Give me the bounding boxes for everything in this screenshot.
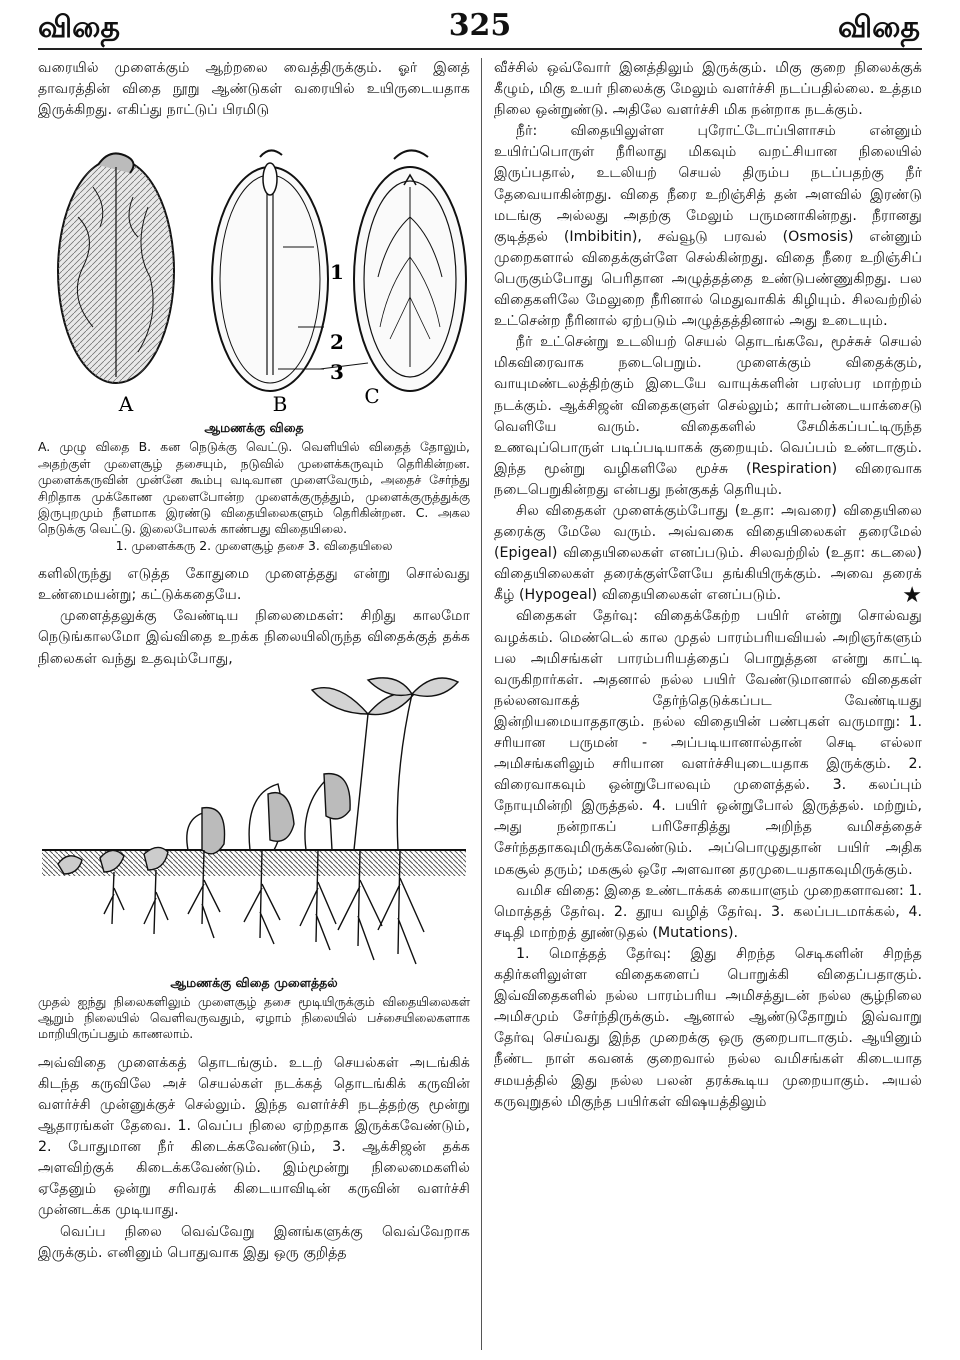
seed-whole-drawing xyxy=(58,154,174,384)
left-paragraph-2: முளைத்தலுக்கு வேண்டிய நிலைமைகள்: சிறிது காலமோ நெடுங்காலமோ இவ்விதை உறக்க நிலையிலிருந்த விதைக்குத் தக்க நிலைகள் வந்து உதவும்போது, xyxy=(38,608,470,667)
castor-seed-figure xyxy=(38,127,470,417)
page-header-right: விதை xyxy=(837,10,920,45)
right-paragraph-6: வமிச விதை: இதை உண்டாக்கக் கையாளும் முறைகளாவன: 1. மொத்தத் தேர்வு. 2. தூய வழித் தேர்வு. 3. கலப்படமாக்கல், 4. சடிதி மாற்றத் தூண்டுதல் (Mutations). xyxy=(494,882,922,941)
figure-label-a: A xyxy=(118,392,134,417)
right-paragraph-5: விதைகள் தேர்வு: விதைக்கேற்ற பயிர் என்று சொல்வது வழக்கம். மெண்டெல் கால முதல் பாரம்பரியவியல் அறிஞர்களும் பல அமிசங்கள் பாரம்பரியத்தைப் பொறுத்தன என்று காட்டி வருகிறார்கள். அதனால் நல்ல பயிர் வேண்டுமானால் விதைகள் நல்லனவாகத் தேர்ந்தெடுக்கப்பட வேண்டியது இன்றியமையாததாகும். நல்ல விதையின் பண்புகள் வருமாறு: 1. சரியான பருமன் - அப்படியானால்தான் செடி எல்லா அமிசங்களிலும் சரியான வளர்ச்சியுடையதாக இருக்கும். 2. விரைவாகவும் ஒன்றுபோலவும் முளைத்தல். 3. கலப்பும் நோயுமின்றி இருத்தல். 4. பயிர் ஒன்றுபோல் இருத்தல். மற்றும், அது நன்றாகப் பரிசோதித்து அறிந்த வமிசத்தைச் சேர்ந்ததாகவுமிருக்கவேண்டும். அப்பொழுதுதான் பயிர் அதிக மகசூல் தரும்; மகசூல் ஒரே அளவான தரமுடையதாகவுமிருக்கும். xyxy=(494,608,922,878)
page-header-left: விதை xyxy=(38,10,121,45)
left-paragraph-3: அவ்விதை முளைக்கத் தொடங்கும். உடற் செயல்கள் அடங்கிக் கிடந்த கருவிலே அச் செயல்கள் நடக்கத் தொடங்கிக் கருவின் வளர்ச்சி முன்னுக்குச் செல்லும். இந்த வளர்ச்சி நடத்தற்கு மூன்று ஆதாரங்கள் தேவை. 1. வெப்ப நிலை ஏற்றதாக இருக்கவேண்டும், 2. போதுமான நீர் கிடைக்கவேண்டும், 3. ஆக்சிஜன் தக்க அளவிற்குக் கிடைக்கவேண்டும். இம்மூன்று நிலைமைகளில் ஏதேனும் ஒன்று சரிவரக் கிடையாவிடின் கருவின் வளர்ச்சி முன்னடக்க முடியாது. xyxy=(38,1054,470,1219)
figure2-title: ஆமணக்கு விதை முளைத்தல் xyxy=(170,974,338,990)
right-paragraph-7: 1. மொத்தத் தேர்வு: இது சிறந்த செடிகளின் சிறந்த கதிர்களிலுள்ள விதைகளைப் பொறுக்கி விதைப்பதாகும். இவ்விதைகளில் நல்ல பாரம்பரிய அமிசத்துடன் நல்ல சூழ்நிலை அமிசமும் சேர்ந்திருக்கும். ஆனால் ஆண்டுதோறும் இவ்வாறு தேர்வு செய்வது இந்த முறைக்கு ஒரு குறைபாடாகும். ஆயினும் நீண்ட நாள் கவனக் குறைவால் நல்ல வமிசங்கள் கிடையாத சமயத்தில் இது நல்ல பலன் தரக்கூடிய முறையாகும். அயல் கருவுறுதல் மிகுந்த பயிர்கள் விஷயத்திலும் xyxy=(494,945,922,1110)
figure-number-1: 1 xyxy=(330,260,344,285)
right-paragraph-1: வீச்சில் ஒவ்வோர் இனத்திலும் இருக்கும். மிகு குறை நிலைக்குக் கீழும், மிகு உயர் நிலைக்கு மேலும் வளர்ச்சி நடப்பதில்லை. உத்தம நிலை ஒன்றுண்டு. அதிலே வளர்ச்சி மிக நன்றாக நடக்கும். xyxy=(494,60,922,119)
germination-figure xyxy=(38,674,470,972)
right-paragraph-2: நீர்: விதையிலுள்ள புரோட்டோப்பிளாசம் என்னும் உயிர்ப்பொருள் நீரிலாது மிகவும் வறட்சியான நிலையில் இருப்பதால், உடலியற் செயல் திரும்ப நடப்பதற்கு நீர் தேவையாகின்றது. விதை நீரை உறிஞ்சித் தன் அளவில் இரண்டு மடங்கு அல்லது அதற்கு மேலும் பருமனாகின்றது. நீரானது குடித்தல் (Imbibitin), சவ்வூடு பரவல் (Osmosis) என்னும் முறைகளால் விதைக்குள்ளே செல்கின்றது. விதை நீரை உறிஞ்சிப் பெருகும்போது பெரிதான அழுத்தத்தை உண்டுபண்ணுகிறது. பல விதைகளிலே மேலுறை நீரினால் மெதுவாகிக் கிழியும். சிலவற்றில் உட்சென்ற நீரினால் ஏற்படும் அழுத்தத்தினால் அது உடையும். xyxy=(494,123,922,330)
header-rule xyxy=(38,48,922,50)
figure-label-c: C xyxy=(364,384,380,409)
figure-number-3: 3 xyxy=(330,360,344,385)
left-paragraph-1: களிலிருந்து எடுத்த கோதுமை முளைத்தது என்று சொல்வது உண்மையன்று; கட்டுக்கதையே. xyxy=(38,566,470,604)
seed-longitudinal-section-drawing xyxy=(212,151,328,392)
figure1-title: ஆமணக்கு விதை xyxy=(204,420,304,436)
figure-label-b: B xyxy=(272,392,288,417)
left-paragraph-4: வெப்ப நிலை வெவ்வேறு இனங்களுக்கு வெவ்வேறாக இருக்கும். எனினும் பொதுவாக இது ஒரு குறித்த xyxy=(38,1223,470,1261)
column-divider xyxy=(481,58,482,1350)
left-column xyxy=(38,58,470,1264)
star-icon: ★ xyxy=(902,583,922,609)
left-intro-paragraph: வரையில் முளைக்கும் ஆற்றலை வைத்திருக்கும். ஓர் இனத் தாவரத்தின் விதை நூறு ஆண்டுகள் வரையில் உயிருடையதாக இருக்கிறது. எகிப்து நாட்டுப் பிரமிடு xyxy=(38,60,470,119)
right-paragraph-4-text: சில விதைகள் முளைக்கும்போது (உதா: அவரை) விதையிலை தரைக்கு மேலே வரும். அவ்வகை விதையிலைகள் தரைமேல் (Epigeal) விதையிலைகள் எனப்படும். சிலவற்றில் (உதா: கடலை) விதையிலைகள் தரைக்குள்ளேயே தங்கியிருக்கும். அவை தரைக் கீழ் (Hypogeal) விதையிலைகள் எனப்படும். xyxy=(494,502,922,604)
figure1-caption: A. முழு விதை B. கன நெடுக்கு வெட்டு. வெளியில் விதைத் தோலும், அதற்குள் முளைசூழ் தசையும், நடுவில் முளைக்கருவும் தெரிகின்றன. முளைக்கருவின் முன்னே கூம்பு வடிவான முளைவேரும், அதைச் சேர்ந்து சிறிதாக முக்கோண முளைபோன்ற முளைக்குருத்தும், முளைக்குருத்துக்கு இருபுறமும் நீளமாக இரண்டு விதையிலைகளும் தெரிகின்றன. C. அகல நெடுக்கு வெட்டு. இலைபோலக் காண்பது விதையிலை. xyxy=(38,439,470,537)
seedlings-drawing xyxy=(58,677,458,963)
page-number: 325 xyxy=(448,8,512,43)
figure-number-2: 2 xyxy=(330,330,344,355)
right-paragraph-4 xyxy=(494,501,922,609)
figure2-caption: முதல் ஐந்து நிலைகளிலும் முளைசூழ் தசை மூடியிருக்கும் விதையிலைகள் ஆறும் நிலையில் வெளிவருவதும், ஏழாம் நிலையில் பச்சையிலைகளாக மாறியிருப்பதும் காணலாம். xyxy=(38,993,470,1042)
figure1-legend: 1. முளைக்கரு 2. முளைசூழ் தசை 3. விதையிலை xyxy=(115,537,393,553)
right-column xyxy=(494,58,922,1113)
germination-illustration xyxy=(38,674,470,972)
castor-seed-illustration xyxy=(38,127,470,417)
right-paragraph-3: நீர் உட்சென்று உடலியற் செயல் தொடங்கவே, மூச்சுச் செயல் மிகவிரைவாக நடைபெறும். முளைக்கும் விதைக்கும், வாயுமண்டலத்திற்கும் இடையே வாயுக்களின் பரஸ்பர மாற்றம் நடக்கும். ஆக்சிஜன் விதைகளுள் செல்லும்; கார்பன்டையாக்சைடு வெளியே வரும். விதைகளில் சேமிக்கப்பட்டிருந்த உணவுப்பொருள் படிப்படியாகக் குறையும். வெப்பம் உண்டாகும். இந்த மூன்று வழிகளிலே மூச்சு (Respiration) விரைவாக நடைபெறுகின்றது என்பது நன்குகத் தெரியும். xyxy=(494,334,922,498)
